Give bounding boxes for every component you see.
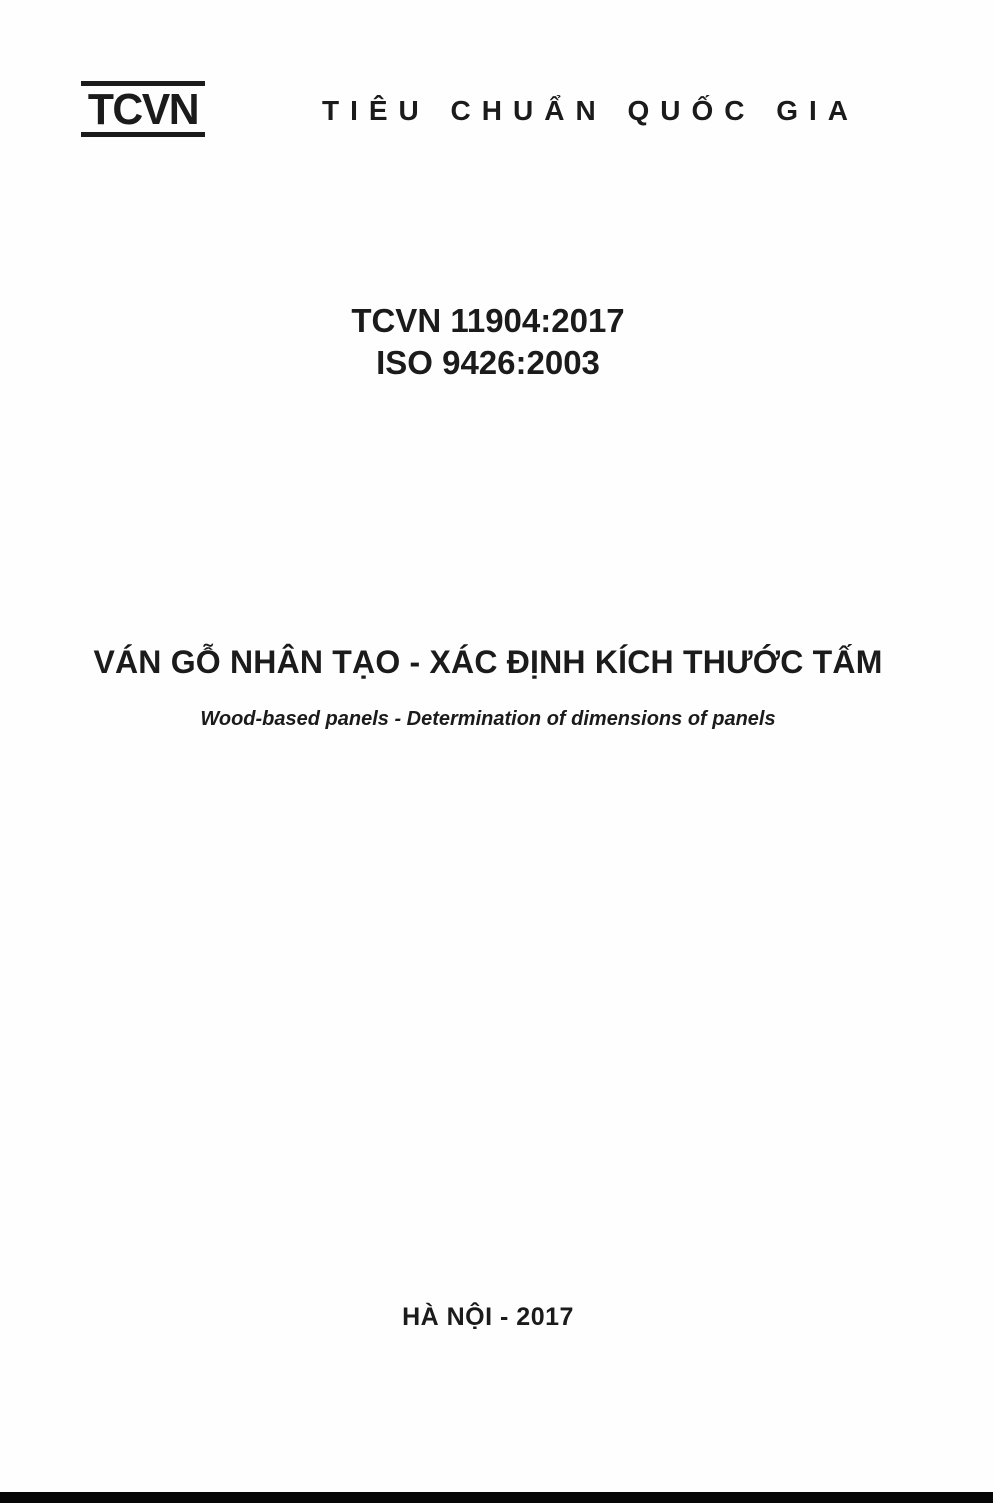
tcvn-logo-text: TCVN — [87, 85, 199, 134]
standard-designations — [0, 300, 976, 384]
imprint-place-year: HÀ NỘI - 2017 — [402, 1303, 574, 1331]
designation-iso: ISO 9426:2003 — [376, 344, 600, 381]
tcvn-logo — [81, 81, 205, 137]
document-type-heading: TIÊU CHUẨN QUỐC GIA — [322, 95, 859, 126]
designation-tcvn: TCVN 11904:2017 — [351, 302, 625, 339]
bottom-rule — [0, 1492, 993, 1503]
title-vietnamese: VÁN GỖ NHÂN TẠO - XÁC ĐỊNH KÍCH THƯỚC TẤM — [93, 644, 883, 680]
title-english: Wood-based panels - Determination of dimensions of panels — [200, 708, 776, 730]
